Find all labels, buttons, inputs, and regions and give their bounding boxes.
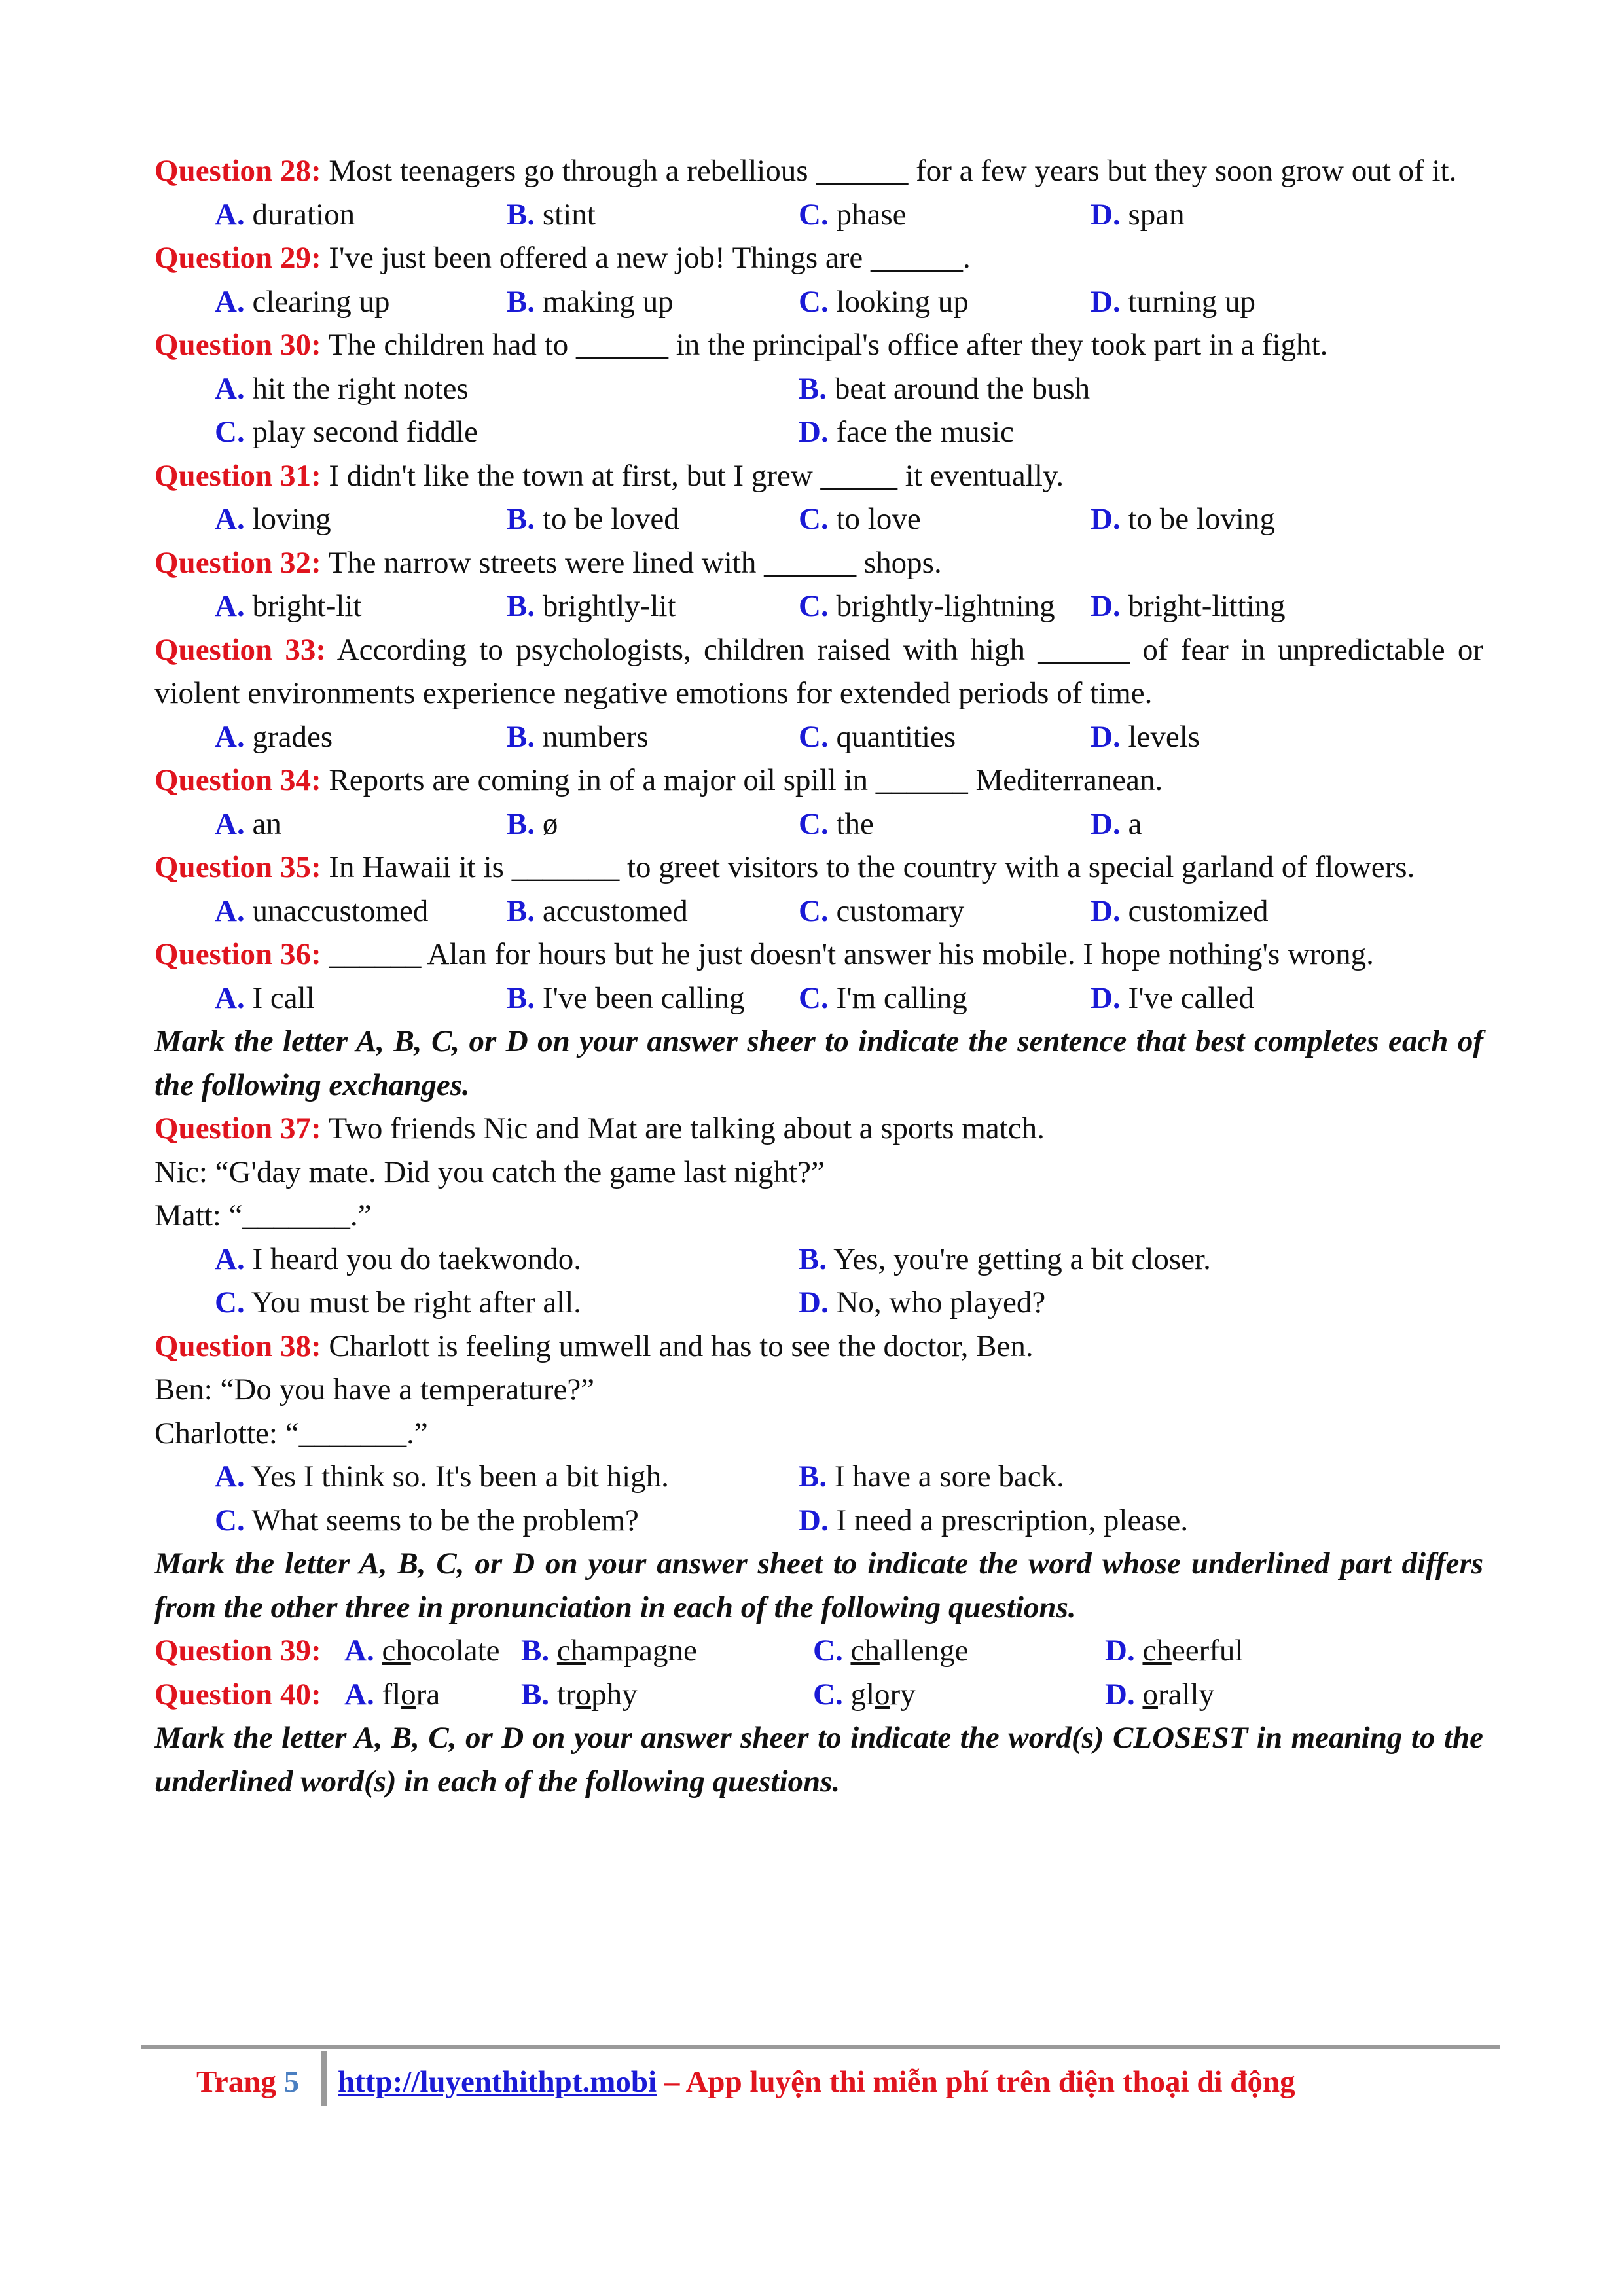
option-c[interactable] <box>813 1673 1105 1717</box>
question-36 <box>154 933 1483 977</box>
option-letter: C. <box>215 1503 245 1537</box>
options-29 <box>154 280 1483 324</box>
option-c[interactable] <box>215 410 799 454</box>
option-letter: C. <box>799 806 829 841</box>
option-a[interactable] <box>215 1455 799 1499</box>
option-letter: A. <box>215 893 245 928</box>
question-text: I didn't like the town at first, but I grew _____ it eventually. <box>321 458 1064 493</box>
option-letter: D. <box>1091 589 1121 623</box>
option-text: I have a sore back. <box>834 1460 1064 1494</box>
options-28 <box>154 193 1483 237</box>
word-part: ampagne <box>586 1634 697 1668</box>
option-text: loving <box>252 502 331 536</box>
question-label: Question 40: <box>154 1677 321 1712</box>
option-text: I'm calling <box>836 980 967 1015</box>
option-letter: B. <box>507 284 535 319</box>
option-text: grades <box>252 719 333 754</box>
question-32 <box>154 541 1483 585</box>
option-letter: A. <box>344 1634 374 1668</box>
question-text: In Hawaii it is _______ to greet visitors to the country with a special garland of flowers. <box>321 850 1415 884</box>
option-letter: C. <box>799 284 829 319</box>
option-letter: B. <box>507 502 535 536</box>
question-text: I've just been offered a new job! Things are ______. <box>321 241 971 275</box>
option-a[interactable] <box>344 1629 521 1673</box>
option-letter: B. <box>799 1460 827 1494</box>
option-text: clearing up <box>252 284 390 319</box>
option-text: looking up <box>836 284 969 319</box>
section-instruction: Mark the letter A, B, C, or D on your answer sheer to indicate the sentence that best completes each of the following exchanges. <box>154 1024 1483 1102</box>
option-d[interactable] <box>799 1281 1382 1325</box>
options-36 <box>154 977 1483 1020</box>
option-text: making up <box>542 284 674 319</box>
option-letter: D. <box>799 415 829 449</box>
option-text: levels <box>1128 719 1200 754</box>
option-text: the <box>836 806 874 841</box>
option-letter: C. <box>813 1677 843 1712</box>
option-a[interactable] <box>215 193 507 237</box>
question-37 <box>154 1107 1483 1151</box>
option-text: I call <box>252 980 315 1015</box>
option-text: beat around the bush <box>834 371 1091 406</box>
question-33 <box>154 628 1483 715</box>
options-37-row2 <box>154 1281 1483 1325</box>
option-text: I heard you do taekwondo. <box>252 1242 581 1276</box>
option-letter: A. <box>215 719 245 754</box>
option-letter: D. <box>1091 719 1121 754</box>
option-text: turning up <box>1128 284 1255 319</box>
option-text: No, who played? <box>836 1285 1046 1319</box>
option-text: phase <box>836 197 907 232</box>
option-text: unaccustomed <box>252 893 429 928</box>
option-text: stint <box>542 197 596 232</box>
option-b[interactable] <box>521 1629 813 1673</box>
option-a[interactable] <box>215 889 507 933</box>
option-letter: A. <box>344 1677 374 1712</box>
option-b[interactable] <box>507 889 799 933</box>
option-letter: C. <box>799 893 829 928</box>
options-30-row2 <box>154 410 1483 454</box>
word-part: ry <box>890 1677 916 1712</box>
question-label: Question 38: <box>154 1329 321 1363</box>
section-instruction: Mark the letter A, B, C, or D on your answer sheer to indicate the word(s) CLOSEST in meaning to the underlined word(s) in each of the following questions. <box>154 1721 1483 1799</box>
option-letter: D. <box>1091 284 1121 319</box>
option-letter: B. <box>521 1634 550 1668</box>
option-text: an <box>252 806 281 841</box>
word-part: gl <box>850 1677 875 1712</box>
question-text: Reports are coming in of a major oil spill in ______ Mediterranean. <box>321 763 1163 797</box>
option-letter: B. <box>521 1677 550 1712</box>
option-a[interactable] <box>215 802 507 846</box>
option-text: Yes I think so. It's been a bit high. <box>251 1460 669 1494</box>
options-33 <box>154 715 1483 759</box>
option-d[interactable] <box>799 410 1382 454</box>
question-text: Most teenagers go through a rebellious ______ for a few years but they soon grow out of it. <box>321 154 1457 188</box>
option-a[interactable] <box>215 280 507 324</box>
option-a[interactable] <box>215 1238 799 1282</box>
option-d[interactable] <box>1091 802 1382 846</box>
option-b[interactable] <box>507 802 799 846</box>
option-text: quantities <box>836 719 956 754</box>
word-part: ocolate <box>410 1634 500 1668</box>
option-letter: C. <box>799 197 829 232</box>
option-letter: D. <box>799 1503 829 1537</box>
option-a[interactable] <box>215 367 799 411</box>
option-text: a <box>1128 806 1142 841</box>
option-letter: C. <box>799 980 829 1015</box>
option-c[interactable] <box>215 1499 799 1543</box>
option-letter: D. <box>1091 980 1121 1015</box>
option-letter: A. <box>215 502 245 536</box>
option-letter: C. <box>799 589 829 623</box>
option-d[interactable] <box>1091 977 1382 1020</box>
question-text: Charlott is feeling umwell and has to see the doctor, Ben. <box>321 1329 1034 1363</box>
dialogue-line: Nic: “G'day mate. Did you catch the game last night?” <box>154 1155 825 1189</box>
option-c[interactable] <box>799 977 1091 1020</box>
underlined-part: o <box>875 1677 890 1712</box>
option-d[interactable] <box>1091 497 1382 541</box>
option-a[interactable] <box>215 584 507 628</box>
option-d[interactable] <box>1091 715 1382 759</box>
options-37-row1 <box>154 1238 1483 1282</box>
dialogue-line: Matt: “_______.” <box>154 1198 372 1232</box>
option-text: customized <box>1128 893 1269 928</box>
option-c[interactable] <box>799 715 1091 759</box>
underlined-part: o <box>575 1677 592 1712</box>
option-b[interactable] <box>507 497 799 541</box>
option-c[interactable] <box>813 1629 1105 1673</box>
option-d[interactable] <box>1091 584 1382 628</box>
option-text: duration <box>252 197 355 232</box>
question-label: Question 33: <box>154 632 327 667</box>
question-label: Question 35: <box>154 850 321 884</box>
option-c[interactable] <box>799 193 1091 237</box>
option-d[interactable] <box>1105 1673 1397 1717</box>
question-label: Question 31: <box>154 458 321 493</box>
option-c[interactable] <box>215 1281 799 1325</box>
option-letter: A. <box>215 1460 245 1494</box>
option-d[interactable] <box>1091 193 1382 237</box>
word-part: allenge <box>879 1634 969 1668</box>
question-39 <box>154 1629 1483 1673</box>
question-text: ______ Alan for hours but he just doesn't answer his mobile. I hope nothing's wrong. <box>321 937 1374 971</box>
word-part: phy <box>591 1677 638 1712</box>
option-letter: A. <box>215 589 245 623</box>
option-text: You must be right after all. <box>251 1285 582 1319</box>
option-letter: A. <box>215 1242 245 1276</box>
option-c[interactable] <box>799 802 1091 846</box>
option-letter: C. <box>799 719 829 754</box>
option-letter: A. <box>215 197 245 232</box>
option-b[interactable] <box>507 584 799 628</box>
options-38-row2 <box>154 1499 1483 1543</box>
underlined-part: ch <box>850 1634 880 1668</box>
option-letter: A. <box>215 980 245 1015</box>
underlined-part: ch <box>382 1634 411 1668</box>
option-letter: B. <box>507 893 535 928</box>
question-label: Question 29: <box>154 241 321 275</box>
site-slogan: – App luyện thi miễn phí trên điện thoại di động <box>657 2065 1295 2099</box>
option-text: I've called <box>1128 980 1254 1015</box>
options-31 <box>154 497 1483 541</box>
question-label: Question 39: <box>154 1634 321 1668</box>
question-35 <box>154 846 1483 889</box>
question-text: The narrow streets were lined with ______ shops. <box>321 545 942 580</box>
footer-site <box>338 2064 1295 2100</box>
question-label: Question 36: <box>154 937 321 971</box>
option-text: to be loved <box>542 502 679 536</box>
option-letter: C. <box>215 1285 245 1319</box>
question-30 <box>154 323 1483 367</box>
option-letter: D. <box>799 1285 829 1319</box>
option-letter: C. <box>799 502 829 536</box>
option-text: customary <box>836 893 965 928</box>
question-text: Two friends Nic and Mat are talking about a sports match. <box>321 1111 1045 1145</box>
question-label: Question 28: <box>154 154 321 188</box>
option-letter: B. <box>507 980 535 1015</box>
option-letter: A. <box>215 806 245 841</box>
option-letter: B. <box>507 197 535 232</box>
question-label: Question 30: <box>154 328 321 362</box>
option-letter: C. <box>215 415 245 449</box>
dialogue-line: Ben: “Do you have a temperature?” <box>154 1372 595 1407</box>
page-number-value: 5 <box>283 2065 300 2099</box>
option-text: I need a prescription, please. <box>836 1503 1189 1537</box>
question-text: According to psychologists, children raised with high ______ of fear in unpredictable or violent environments experience negative emotions for extended periods of time. <box>154 632 1483 710</box>
option-b[interactable] <box>507 977 799 1020</box>
question-38 <box>154 1325 1483 1369</box>
word-part: tr <box>556 1677 576 1712</box>
option-b[interactable] <box>507 193 799 237</box>
option-text: I've been calling <box>542 980 745 1015</box>
page-label: Trang <box>196 2065 284 2099</box>
option-b[interactable] <box>507 280 799 324</box>
option-d[interactable] <box>799 1499 1382 1543</box>
option-a[interactable] <box>215 977 507 1020</box>
option-c[interactable] <box>799 280 1091 324</box>
options-35 <box>154 889 1483 933</box>
site-link[interactable]: http://luyenthithpt.mobi <box>338 2065 657 2099</box>
option-b[interactable] <box>799 1455 1382 1499</box>
option-letter: D. <box>1091 197 1121 232</box>
option-text: accustomed <box>542 893 688 928</box>
word-part: eerful <box>1171 1634 1244 1668</box>
option-text: bright-litting <box>1128 589 1286 623</box>
options-38-row1 <box>154 1455 1483 1499</box>
option-b[interactable] <box>521 1673 813 1717</box>
exam-content <box>154 149 1483 1803</box>
page-number <box>196 2064 299 2100</box>
option-a[interactable] <box>215 715 507 759</box>
option-d[interactable] <box>1091 280 1382 324</box>
underlined-part: ch <box>1142 1634 1172 1668</box>
word-part: fl <box>382 1677 401 1712</box>
question-40 <box>154 1673 1483 1717</box>
section-instruction: Mark the letter A, B, C, or D on your answer sheet to indicate the word whose underlined part differs from the other three in pronunciation in each of the following questions. <box>154 1547 1483 1624</box>
option-c[interactable] <box>799 584 1091 628</box>
option-text: to love <box>836 502 921 536</box>
option-letter: B. <box>799 1242 827 1276</box>
question-34 <box>154 759 1483 802</box>
word-part: rally <box>1157 1677 1215 1712</box>
option-a[interactable] <box>344 1673 521 1717</box>
question-29 <box>154 236 1483 280</box>
option-text: ø <box>542 806 558 841</box>
options-34 <box>154 802 1483 846</box>
option-d[interactable] <box>1105 1629 1397 1673</box>
option-text: brightly-lightning <box>836 589 1055 623</box>
question-text: The children had to ______ in the principal's office after they took part in a fight. <box>321 328 1328 362</box>
option-letter: D. <box>1091 893 1121 928</box>
option-text: bright-lit <box>252 589 362 623</box>
option-text: What seems to be the problem? <box>251 1503 639 1537</box>
question-label: Question 37: <box>154 1111 321 1145</box>
option-b[interactable] <box>799 1238 1382 1282</box>
option-letter: B. <box>799 371 827 406</box>
option-letter: B. <box>507 806 535 841</box>
option-letter: A. <box>215 371 245 406</box>
option-text: face the music <box>836 415 1014 449</box>
option-text: numbers <box>542 719 649 754</box>
option-letter: C. <box>813 1634 843 1668</box>
option-d[interactable] <box>1091 889 1382 933</box>
footer-separator <box>321 2051 327 2106</box>
footer-divider <box>141 2045 1500 2049</box>
option-text: to be loving <box>1128 502 1275 536</box>
option-text: brightly-lit <box>542 589 676 623</box>
option-text: Yes, you're getting a bit closer. <box>833 1242 1211 1276</box>
option-letter: D. <box>1105 1634 1135 1668</box>
option-c[interactable] <box>799 497 1091 541</box>
options-30-row1 <box>154 367 1483 411</box>
option-text: play second fiddle <box>252 415 478 449</box>
question-label: Question 34: <box>154 763 321 797</box>
underlined-part: ch <box>556 1634 586 1668</box>
option-b[interactable] <box>507 715 799 759</box>
question-label: Question 32: <box>154 545 321 580</box>
underlined-part: o <box>1142 1677 1158 1712</box>
option-letter: D. <box>1091 806 1121 841</box>
underlined-part: o <box>401 1677 416 1712</box>
dialogue-line: Charlotte: “_______.” <box>154 1416 428 1450</box>
word-part: ra <box>416 1677 441 1712</box>
option-letter: D. <box>1105 1677 1135 1712</box>
option-letter: B. <box>507 719 535 754</box>
options-32 <box>154 584 1483 628</box>
question-31 <box>154 454 1483 498</box>
option-text: span <box>1128 197 1185 232</box>
option-letter: D. <box>1091 502 1121 536</box>
option-text: hit the right notes <box>252 371 469 406</box>
option-c[interactable] <box>799 889 1091 933</box>
option-b[interactable] <box>799 367 1382 411</box>
option-letter: A. <box>215 284 245 319</box>
page-footer <box>141 2051 1500 2110</box>
option-a[interactable] <box>215 497 507 541</box>
question-28 <box>154 149 1483 193</box>
option-letter: B. <box>507 589 535 623</box>
